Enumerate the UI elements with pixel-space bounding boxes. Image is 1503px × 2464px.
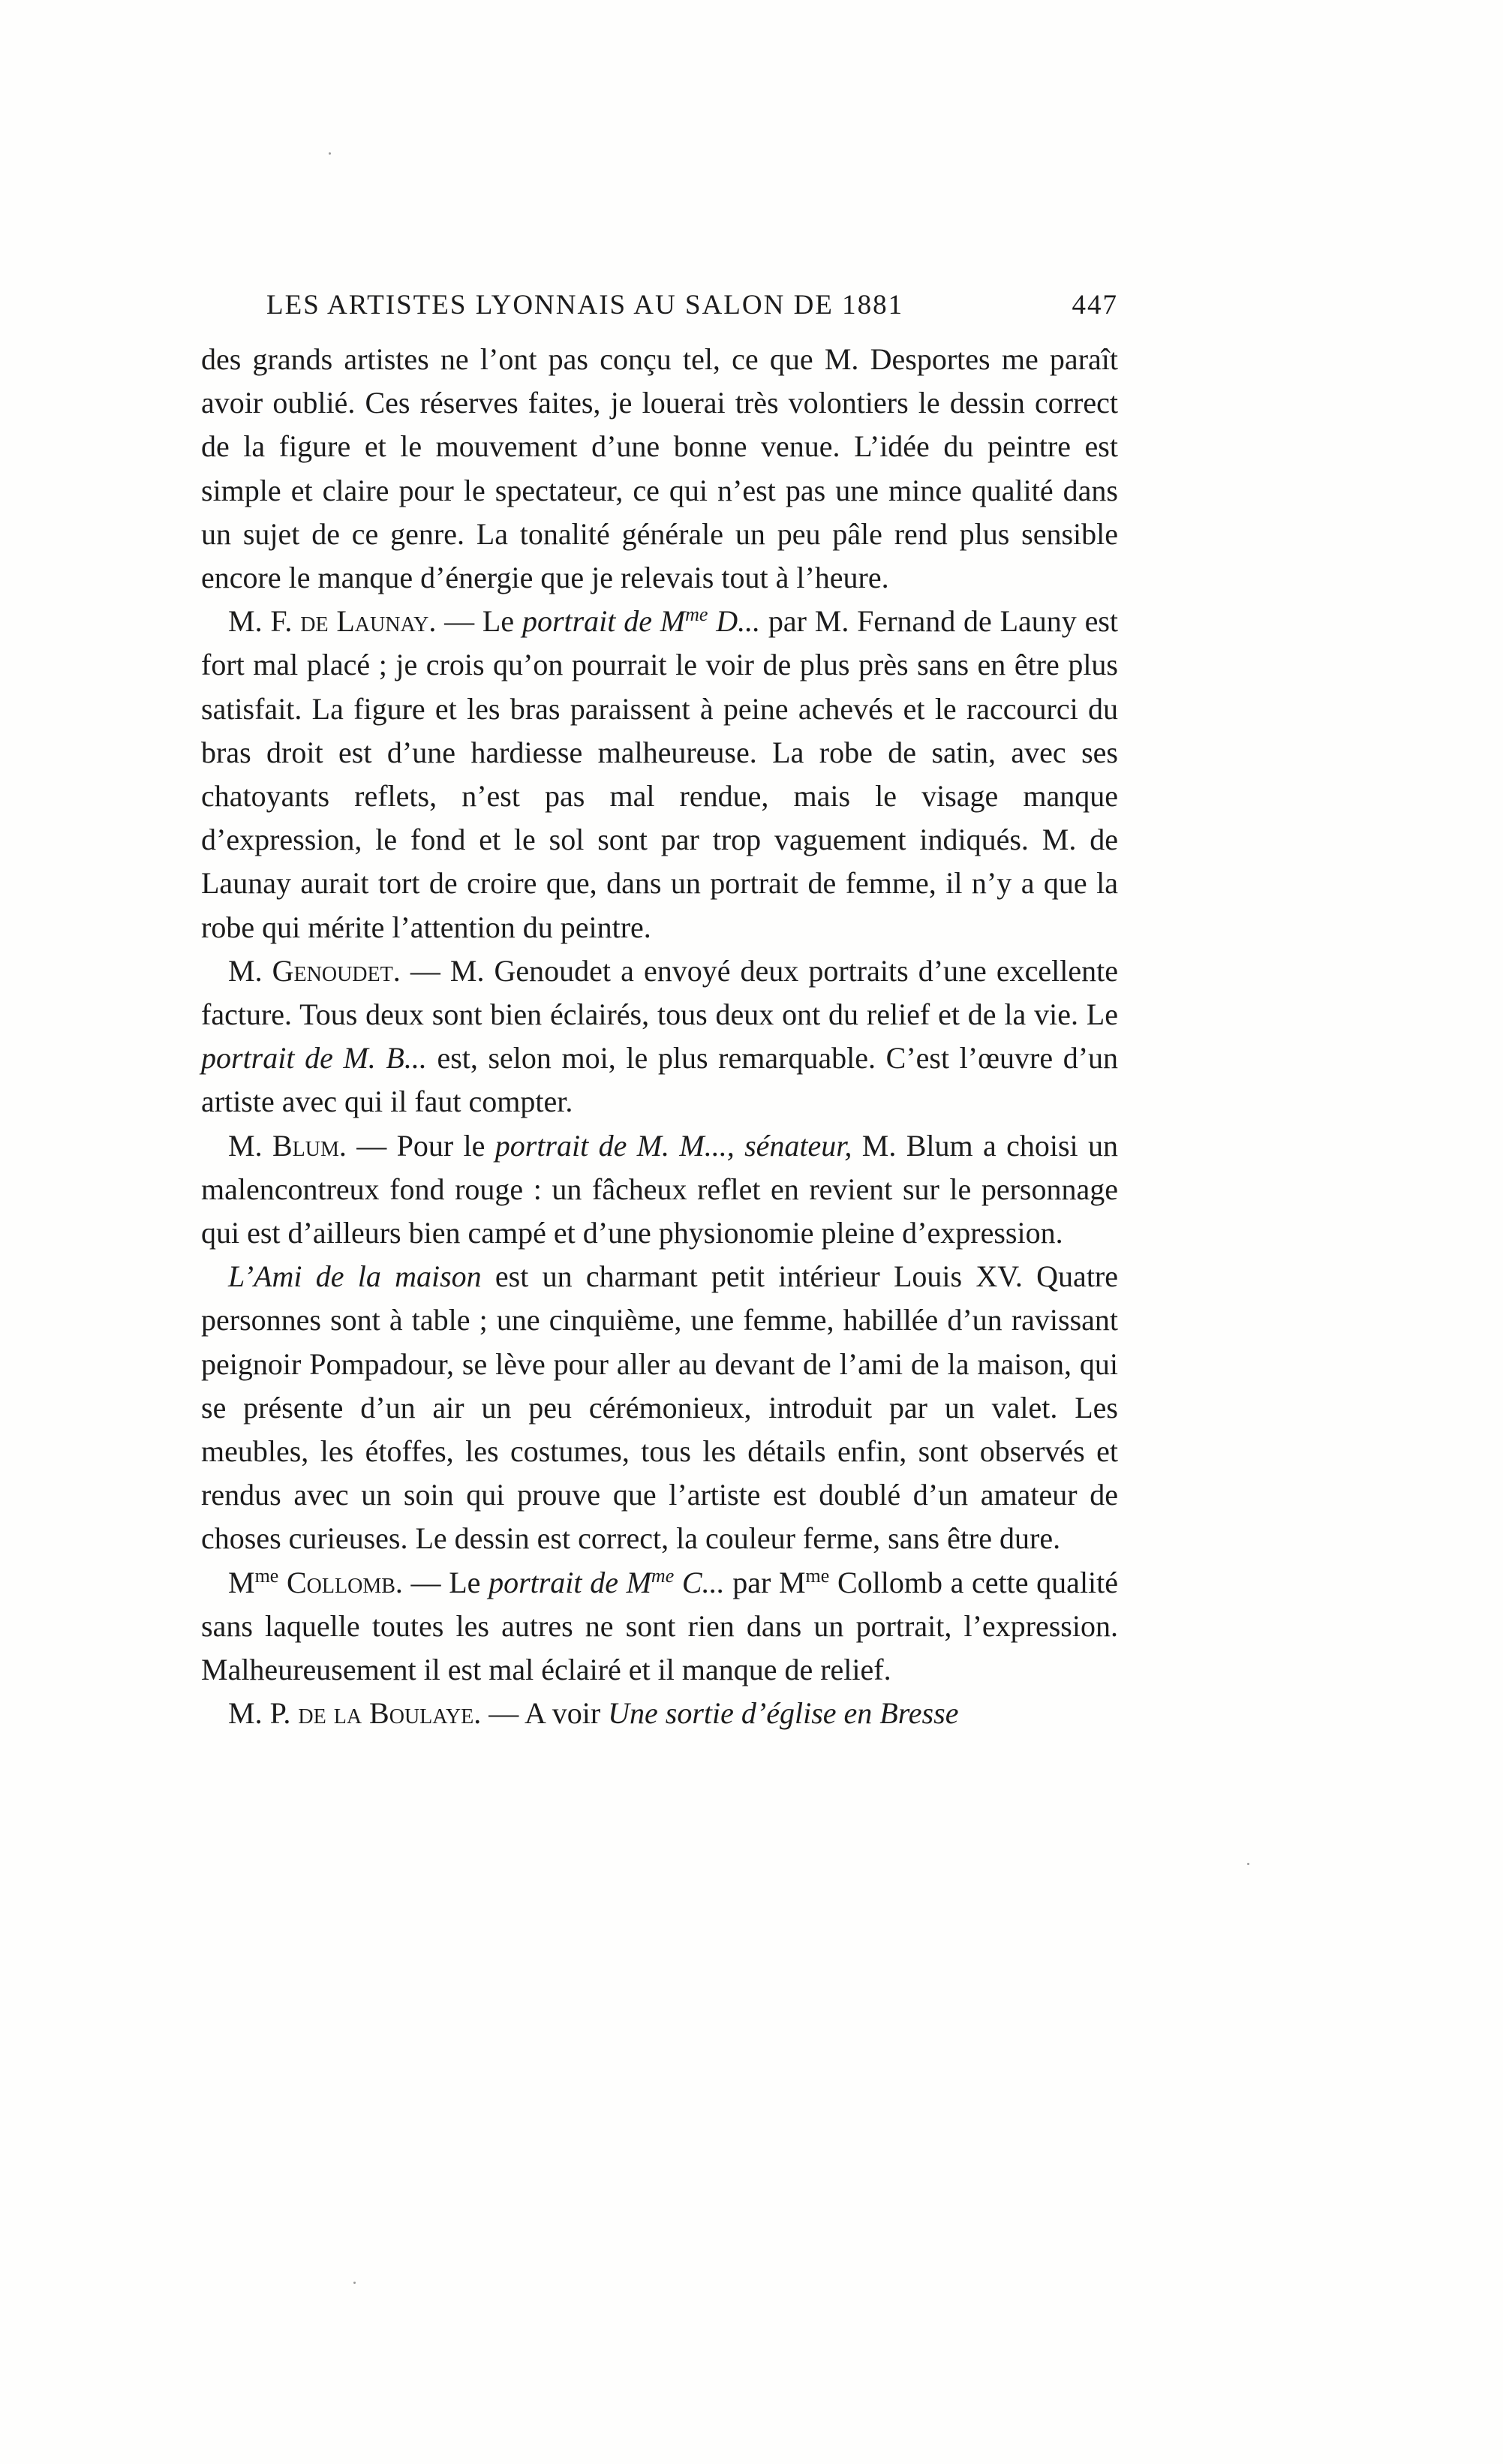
artist-lead: M. F. — [228, 604, 301, 639]
artist-name: Blum — [272, 1128, 339, 1163]
paragraph-text: . — M. Genoudet a envoyé deux portraits d’une excellente facture. Tous deux sont bien éclairés, tous deux ont du relief et de la vie. Le — [201, 953, 1118, 1032]
superscript: me — [651, 1564, 675, 1587]
work-title: portrait de M — [488, 1565, 651, 1599]
separator: . — Le — [395, 1565, 489, 1599]
separator: . — Pour le — [338, 1128, 495, 1163]
artist-lead: M. — [228, 953, 272, 988]
paragraph-text: par M. Fernand de Launy est fort mal placé ; je crois qu’on pourrait le voir de plus près sans en être plus satisfait. La figure et les bras paraissent à peine achevés et le raccourci du bras droit est d’une hardiesse malheureuse. La robe de satin, avec ses chatoyants reflets, n’est pas mal rendue, mais le visage manque d’expression, le fond et le sol sont par trop vaguement indiqués. M. de Launay aurait tort de croire que, dans un portrait de femme, il n’y a que la robe qui mérite l’attention du peintre. — [201, 604, 1119, 944]
paragraph-ami-de-la-maison — [201, 1255, 1118, 1560]
paragraph-collomb — [201, 1561, 1118, 1692]
paragraph-text: est un charmant petit intérieur Louis XV. Quatre personnes sont à table ; une cinquième, une femme, habillée d’un ravissant peignoir Pompadour, se lève pour aller au devant de l’ami de la maison, qui se présente d’un air un peu cérémonieux, introduit par un valet. Les meubles, les étoffes, les costumes, tous les détails enfin, sont observés et rendus avec un soin qui prouve que l’artiste est doublé d’un amateur de choses curieuses. Le dessin est correct, la couleur ferme, sans être dure. — [201, 1259, 1119, 1556]
artist-name: de Launay — [300, 604, 429, 639]
artist-lead: M — [228, 1565, 255, 1599]
running-head — [266, 289, 1118, 326]
artist-lead: M. — [228, 1128, 272, 1163]
paragraph-text: M. Blum a choisi un malencontreux fond rouge : un fâcheux reflet en revient sur le personnage qui est d’ailleurs bien campé et d’une physionomie pleine d’expression. — [201, 1128, 1119, 1250]
paragraph-text: par M — [724, 1565, 806, 1599]
artist-name: Collomb — [278, 1565, 395, 1599]
paper-speck — [1247, 1863, 1249, 1865]
running-head-title: LES ARTISTES LYONNAIS AU SALON DE 1881 — [266, 290, 904, 320]
work-title: Une sortie d’église en Bresse — [608, 1696, 959, 1731]
page-number: 447 — [1072, 290, 1118, 320]
paragraph-text-end: Collomb a cette qualité sans laquelle toutes les autres ne sont rien dans un portrait, l’expression. Malheureusement il est mal éclairé et il manque de relief. — [201, 1565, 1119, 1687]
paragraph-blum — [201, 1124, 1118, 1256]
paragraph-de-la-boulaye — [201, 1692, 1118, 1735]
paragraph-text: des grands artistes ne l’ont pas conçu tel, ce que M. Desportes me paraît avoir oublié. Ces réserves faites, je louerai très volontiers le dessin correct de la figure et le mouvement d’une bonne venue. L’idée du peintre est simple et claire pour le spectateur, ce qui n’est pas une mince qualité dans un sujet de ce genre. La tonalité générale un peu pâle rend plus sensible encore le manque d’énergie que je relevais tout à l’heure. — [201, 342, 1118, 595]
paragraph-genoudet — [201, 949, 1118, 1124]
paper-speck — [329, 152, 331, 155]
work-title-end: C... — [674, 1565, 725, 1599]
paragraph-text-end: est, selon moi, le plus remarquable. C’est l’œuvre d’un artiste avec qui il faut compter. — [201, 1041, 1119, 1119]
work-title: portrait de M. M..., sénateur, — [494, 1128, 852, 1163]
paper-speck — [353, 2282, 356, 2284]
separator: . — Le — [428, 604, 522, 639]
work-title: portrait de M. B... — [201, 1041, 427, 1076]
superscript: me — [254, 1564, 279, 1587]
paragraph-de-launay — [201, 600, 1118, 949]
artist-lead: M. P. — [228, 1696, 299, 1731]
separator: . — A voir — [473, 1696, 609, 1731]
artist-name: de la Boulaye — [298, 1696, 474, 1731]
work-title: portrait de M — [522, 604, 686, 639]
work-title-end: D... — [708, 604, 761, 639]
superscript: me — [685, 603, 708, 626]
superscript: me — [805, 1564, 830, 1587]
artist-name: Genoudet — [272, 953, 393, 988]
paragraph-desportes-continued — [201, 338, 1118, 600]
work-title: L’Ami de la maison — [228, 1259, 482, 1294]
body-text — [201, 338, 1118, 1736]
